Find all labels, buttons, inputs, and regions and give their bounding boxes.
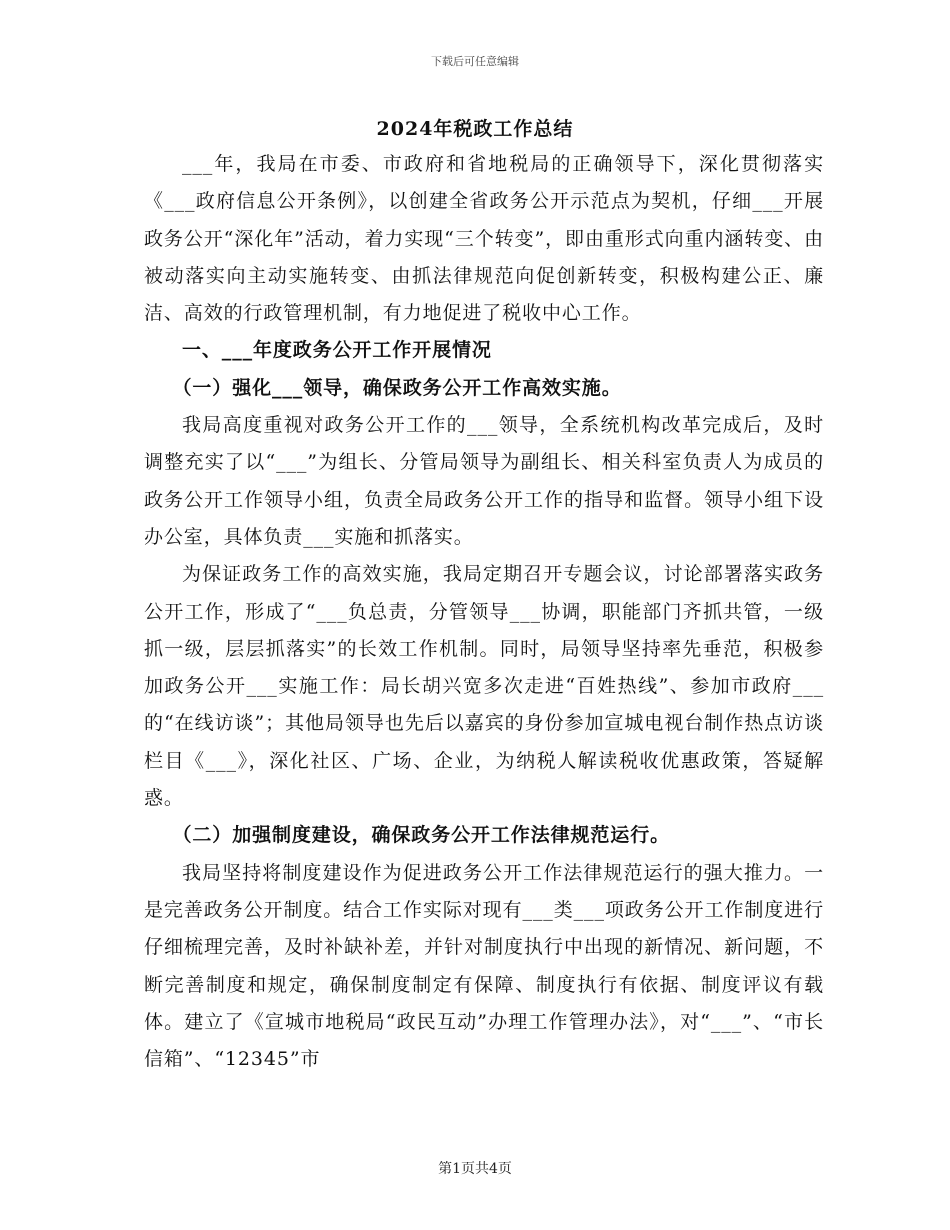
- body-paragraph: 我局高度重视对政务公开工作的___领导，全系统机构改革完成后，及时调整充实了以“___”为组长、分管局领导为副组长、相关科室负责人为成员的政务公开工作领导小组，负责全局政务公开工作的指导和监督。领导小组下设办公室，具体负责___实施和抓落实。: [144, 414, 824, 548]
- document-title: 2024年税政工作总结: [376, 118, 574, 140]
- body-paragraph: 我局坚持将制度建设作为促进政务公开工作法律规范运行的强大推力。一是完善政务公开制度。结合工作实际对现有___类___项政务公开工作制度进行仔细梳理完善，及时补缺补差，并针对制度执行中出现的新情况、新问题，不断完善制度和规定，确保制度制定有保障、制度执行有依据、制度评议有载体。建立了《宣城市地税局“政民互动”办理工作管理办法》，对“___”、“市长信箱”、“12345”市: [144, 861, 824, 1071]
- subsection-heading-2: （二）加强制度建设，确保政务公开工作法律规范运行。: [172, 824, 671, 847]
- body-paragraph: 为保证政务工作的高效实施，我局定期召开专题会议，讨论部署落实政务公开工作，形成了“___负总责，分管领导___协调，职能部门齐抓共管，一级抓一级，层层抓落实”的长效工作机制。同时，局领导坚持率先垂范，积极参加政务公开___实施工作：局长胡兴宽多次走进“百姓热线”、参加市政府___的“在线访谈”；其他局领导也先后以嘉宾的身份参加宣城电视台制作热点访谈栏目《___》，深化社区、广场、企业，为纳税人解读税收优惠政策，答疑解惑。: [144, 563, 824, 810]
- section-heading-1: 一、___年度政务公开工作开展情况: [182, 339, 492, 362]
- document-body: [144, 146, 824, 1078]
- page-number: 第1页共4页: [438, 1161, 512, 1177]
- intro-paragraph: ___年，我局在市委、市政府和省地税局的正确领导下，深化贯彻落实《___政府信息公开条例》，以创建全省政务公开示范点为契机，仔细___开展政务公开“深化年”活动，着力实现“三个转变”，即由重形式向重内涵转变、由被动落实向主动实施转变、由抓法律规范向促创新转变，积极构建公正、廉洁、高效的行政管理机制，有力地促进了税收中心工作。: [144, 153, 824, 325]
- subsection-heading-1: （一）强化___领导，确保政务公开工作高效实施。: [172, 376, 622, 399]
- page-header-note: 下载后可任意编辑: [431, 55, 519, 68]
